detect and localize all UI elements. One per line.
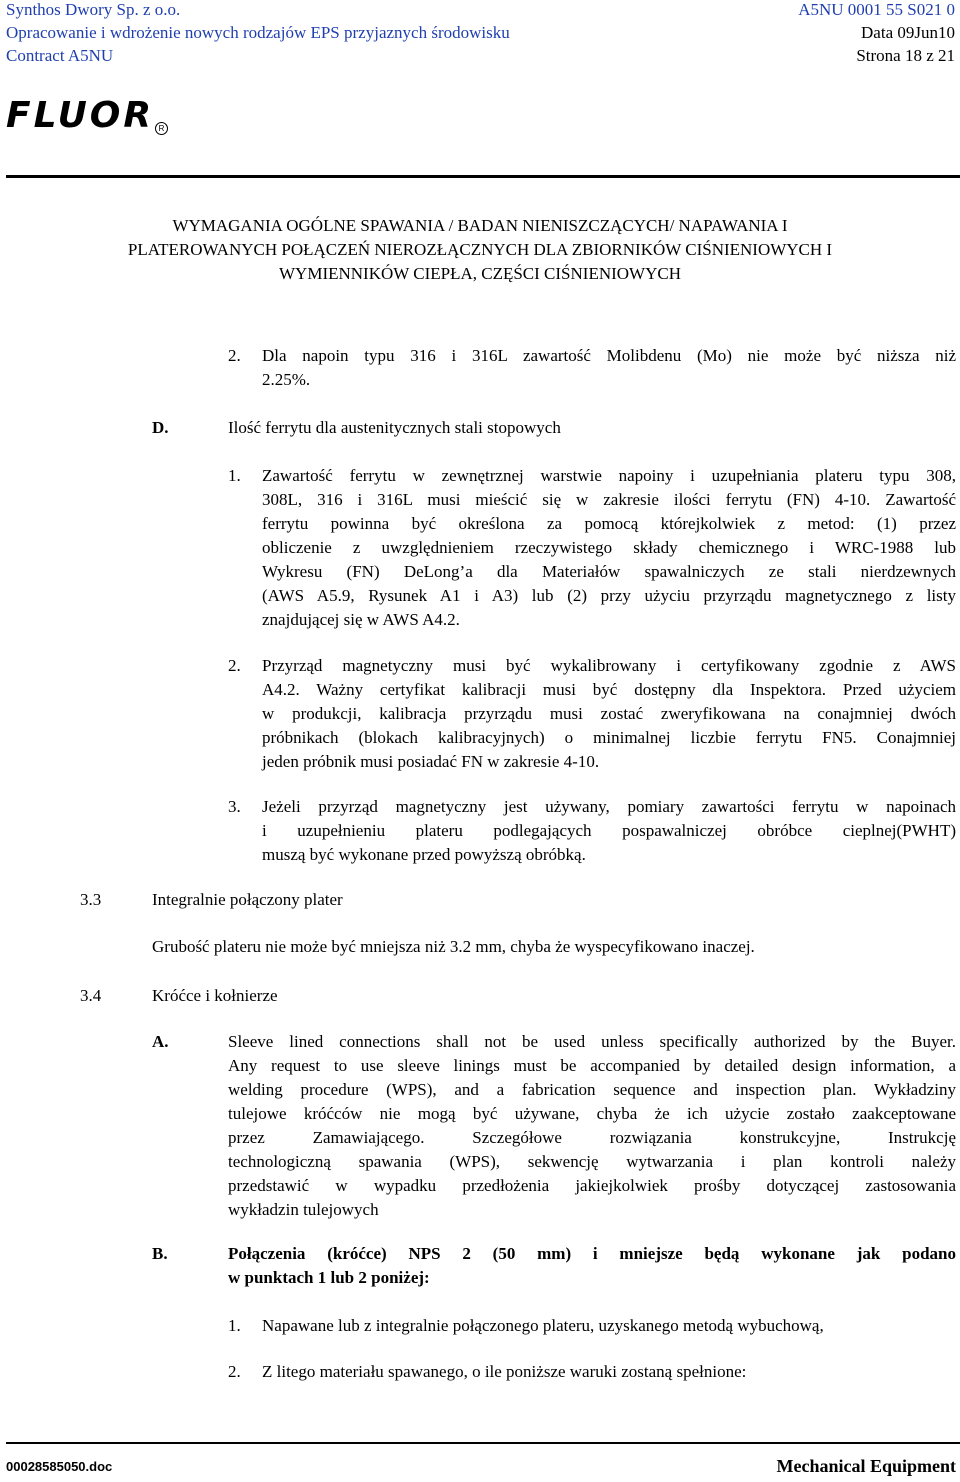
footer-category: Mechanical Equipment [776, 1456, 956, 1476]
item-b-sub-2-text: Z litego materiału spawanego, o ile poniższe waruki zostaną spełnione: [262, 1362, 747, 1381]
section-3-4-item-a-text [228, 1030, 956, 1222]
section-d-heading: Ilość ferrytu dla austenitycznych stali stopowych [228, 418, 561, 437]
paragraph-line: jeden próbnik musi posiadać FN w zakresie 4-10. [262, 752, 600, 771]
project-name: Opracowanie i wdrożenie nowych rodzajów EPS przyjaznych środowisku [6, 23, 510, 42]
page-title [0, 214, 960, 286]
paragraph-line: obliczenie z uwzględnieniem rzeczywistego składy chemicznego i WRC-1988 lub [262, 538, 956, 557]
paragraph-line: w produkcji, kalibracja przyrządu musi zostać zweryfikowana na conajmniej dwóch [262, 704, 956, 723]
title-line-2: PLATEROWANYCH POŁĄCZEŃ NIEROZŁĄCZNYCH DLA ZBIORNIKÓW CIŚNIENIOWYCH I [127, 240, 833, 259]
section-3-4-item-a-label: A. [152, 1032, 169, 1051]
item-c2-number: 2. [228, 346, 241, 365]
section-3-3-heading: Integralnie połączony plater [152, 890, 343, 909]
paragraph-line: wykładzin tulejowych [228, 1200, 379, 1219]
fluor-logo: FLUOR [6, 95, 155, 136]
section-d-label: D. [152, 418, 169, 437]
paragraph-line: Jeżeli przyrząd magnetyczny jest używany, pomiary zawartości ferrytu w napoinach [262, 797, 956, 816]
section-d-item-2-text [262, 654, 956, 774]
document-date: Data 09Jun10 [861, 23, 955, 42]
footer-divider [6, 1442, 960, 1444]
paragraph-line: przedstawić w wypadku przedłożenia jakiejkolwiek prośby dotyczącej zastosowania [228, 1176, 956, 1195]
paragraph-line: i uzupełnieniu plateru podlegających pospawalniczej obróbce cieplnej(PWHT) [262, 821, 956, 840]
contract-number: Contract A5NU [6, 46, 114, 65]
paragraph-line: ferrytu powinna być określona za pomocą którejkolwiek z metod: (1) przez [262, 514, 956, 533]
paragraph-line: przez Zamawiającego. Szczegółowe rozwiązania konstrukcyjne, Instrukcję [228, 1128, 956, 1147]
paragraph-line: Sleeve lined connections shall not be used unless specifically authorized by the Buyer. [228, 1032, 956, 1051]
paragraph-line: znajdującej się w AWS A4.2. [262, 610, 460, 629]
item-b-sub-2-number: 2. [228, 1362, 241, 1381]
section-d-item-2-number: 2. [228, 656, 241, 675]
header-divider [6, 175, 960, 178]
document-number: A5NU 0001 55 S021 0 [798, 0, 955, 19]
page-number: Strona 18 z 21 [856, 46, 955, 65]
section-d-item-3-number: 3. [228, 797, 241, 816]
item-c2-line-1: Dla napoin typu 316 i 316L zawartość Molibdenu (Mo) nie może być niższa niż [262, 346, 956, 365]
item-b-sub-1-number: 1. [228, 1316, 241, 1335]
paragraph-line: Any request to use sleeve linings must be accompanied by detailed design information, a [228, 1056, 956, 1075]
section-3-3-text: Grubość plateru nie może być mniejsza niż 3.2 mm, chyba że wyspecyfikowano inaczej. [152, 937, 755, 956]
company-name: Synthos Dwory Sp. z o.o. [6, 0, 181, 19]
paragraph-line: A4.2. Ważny certyfikat kalibracji musi być dostępny dla Inspektora. Przed użyciem [262, 680, 956, 699]
title-line-1: WYMAGANIA OGÓLNE SPAWANIA / BADAN NIENISZCZĄCYCH/ NAPAWANIA I [172, 216, 788, 235]
section-3-4-item-b-line-2: w punktach 1 lub 2 poniżej: [228, 1268, 430, 1287]
footer-file-name: 00028585050.doc [6, 1459, 113, 1474]
section-d-item-3-text [262, 795, 956, 867]
paragraph-line: technologiczną spawania (WPS), sekwencję wytwarzania i plan kontroli należy [228, 1152, 956, 1171]
paragraph-line: Zawartość ferrytu w zewnętrznej warstwie napoiny i uzupełniania plateru typu 308, [262, 466, 956, 485]
item-b-sub-1-text: Napawane lub z integralnie połączonego plateru, uzyskanego metodą wybuchową, [262, 1316, 824, 1335]
paragraph-line: 308L, 316 i 316L musi mieścić się w zakresie ilości ferrytu (FN) 4-10. Zawartość [262, 490, 956, 509]
paragraph-line: tulejowe króćców nie mogą być używane, chyba że ich użycie zostało zaakceptowane [228, 1104, 956, 1123]
title-line-3: WYMIENNIKÓW CIEPŁA, CZĘŚCI CIŚNIENIOWYCH [279, 264, 681, 283]
section-3-3-number: 3.3 [80, 890, 102, 909]
section-3-4-heading: Króćce i kołnierze [152, 986, 278, 1005]
section-3-4-item-b-label: B. [152, 1244, 168, 1263]
section-3-4-item-b-line-1: Połączenia (króćce) NPS 2 (50 mm) i mniejsze będą wykonane jak podano [228, 1244, 956, 1263]
section-d-item-1-number: 1. [228, 466, 241, 485]
paragraph-line: próbnikach (blokach kalibracyjnych) o minimalnej liczbie ferrytu FN5. Conajmniej [262, 728, 956, 747]
paragraph-line: Przyrząd magnetyczny musi być wykalibrowany i certyfikowany zgodnie z AWS [262, 656, 956, 675]
paragraph-line: muszą być wykonane przed powyższą obróbką. [262, 845, 586, 864]
paragraph-line: (AWS A5.9, Rysunek A1 i A3) lub (2) przy użyciu przyrządu magnetycznego z listy [262, 586, 956, 605]
section-d-item-1-text [262, 464, 956, 632]
section-3-4-number: 3.4 [80, 986, 102, 1005]
paragraph-line: welding procedure (WPS), and a fabrication sequence and inspection plan. Wykładziny [228, 1080, 956, 1099]
paragraph-line: Wykresu (FN) DeLong’a dla Materiałów spawalniczych ze stali nierdzewnych [262, 562, 956, 581]
registered-mark-icon: R [155, 122, 168, 135]
item-c2-line-2: 2.25%. [262, 370, 311, 389]
